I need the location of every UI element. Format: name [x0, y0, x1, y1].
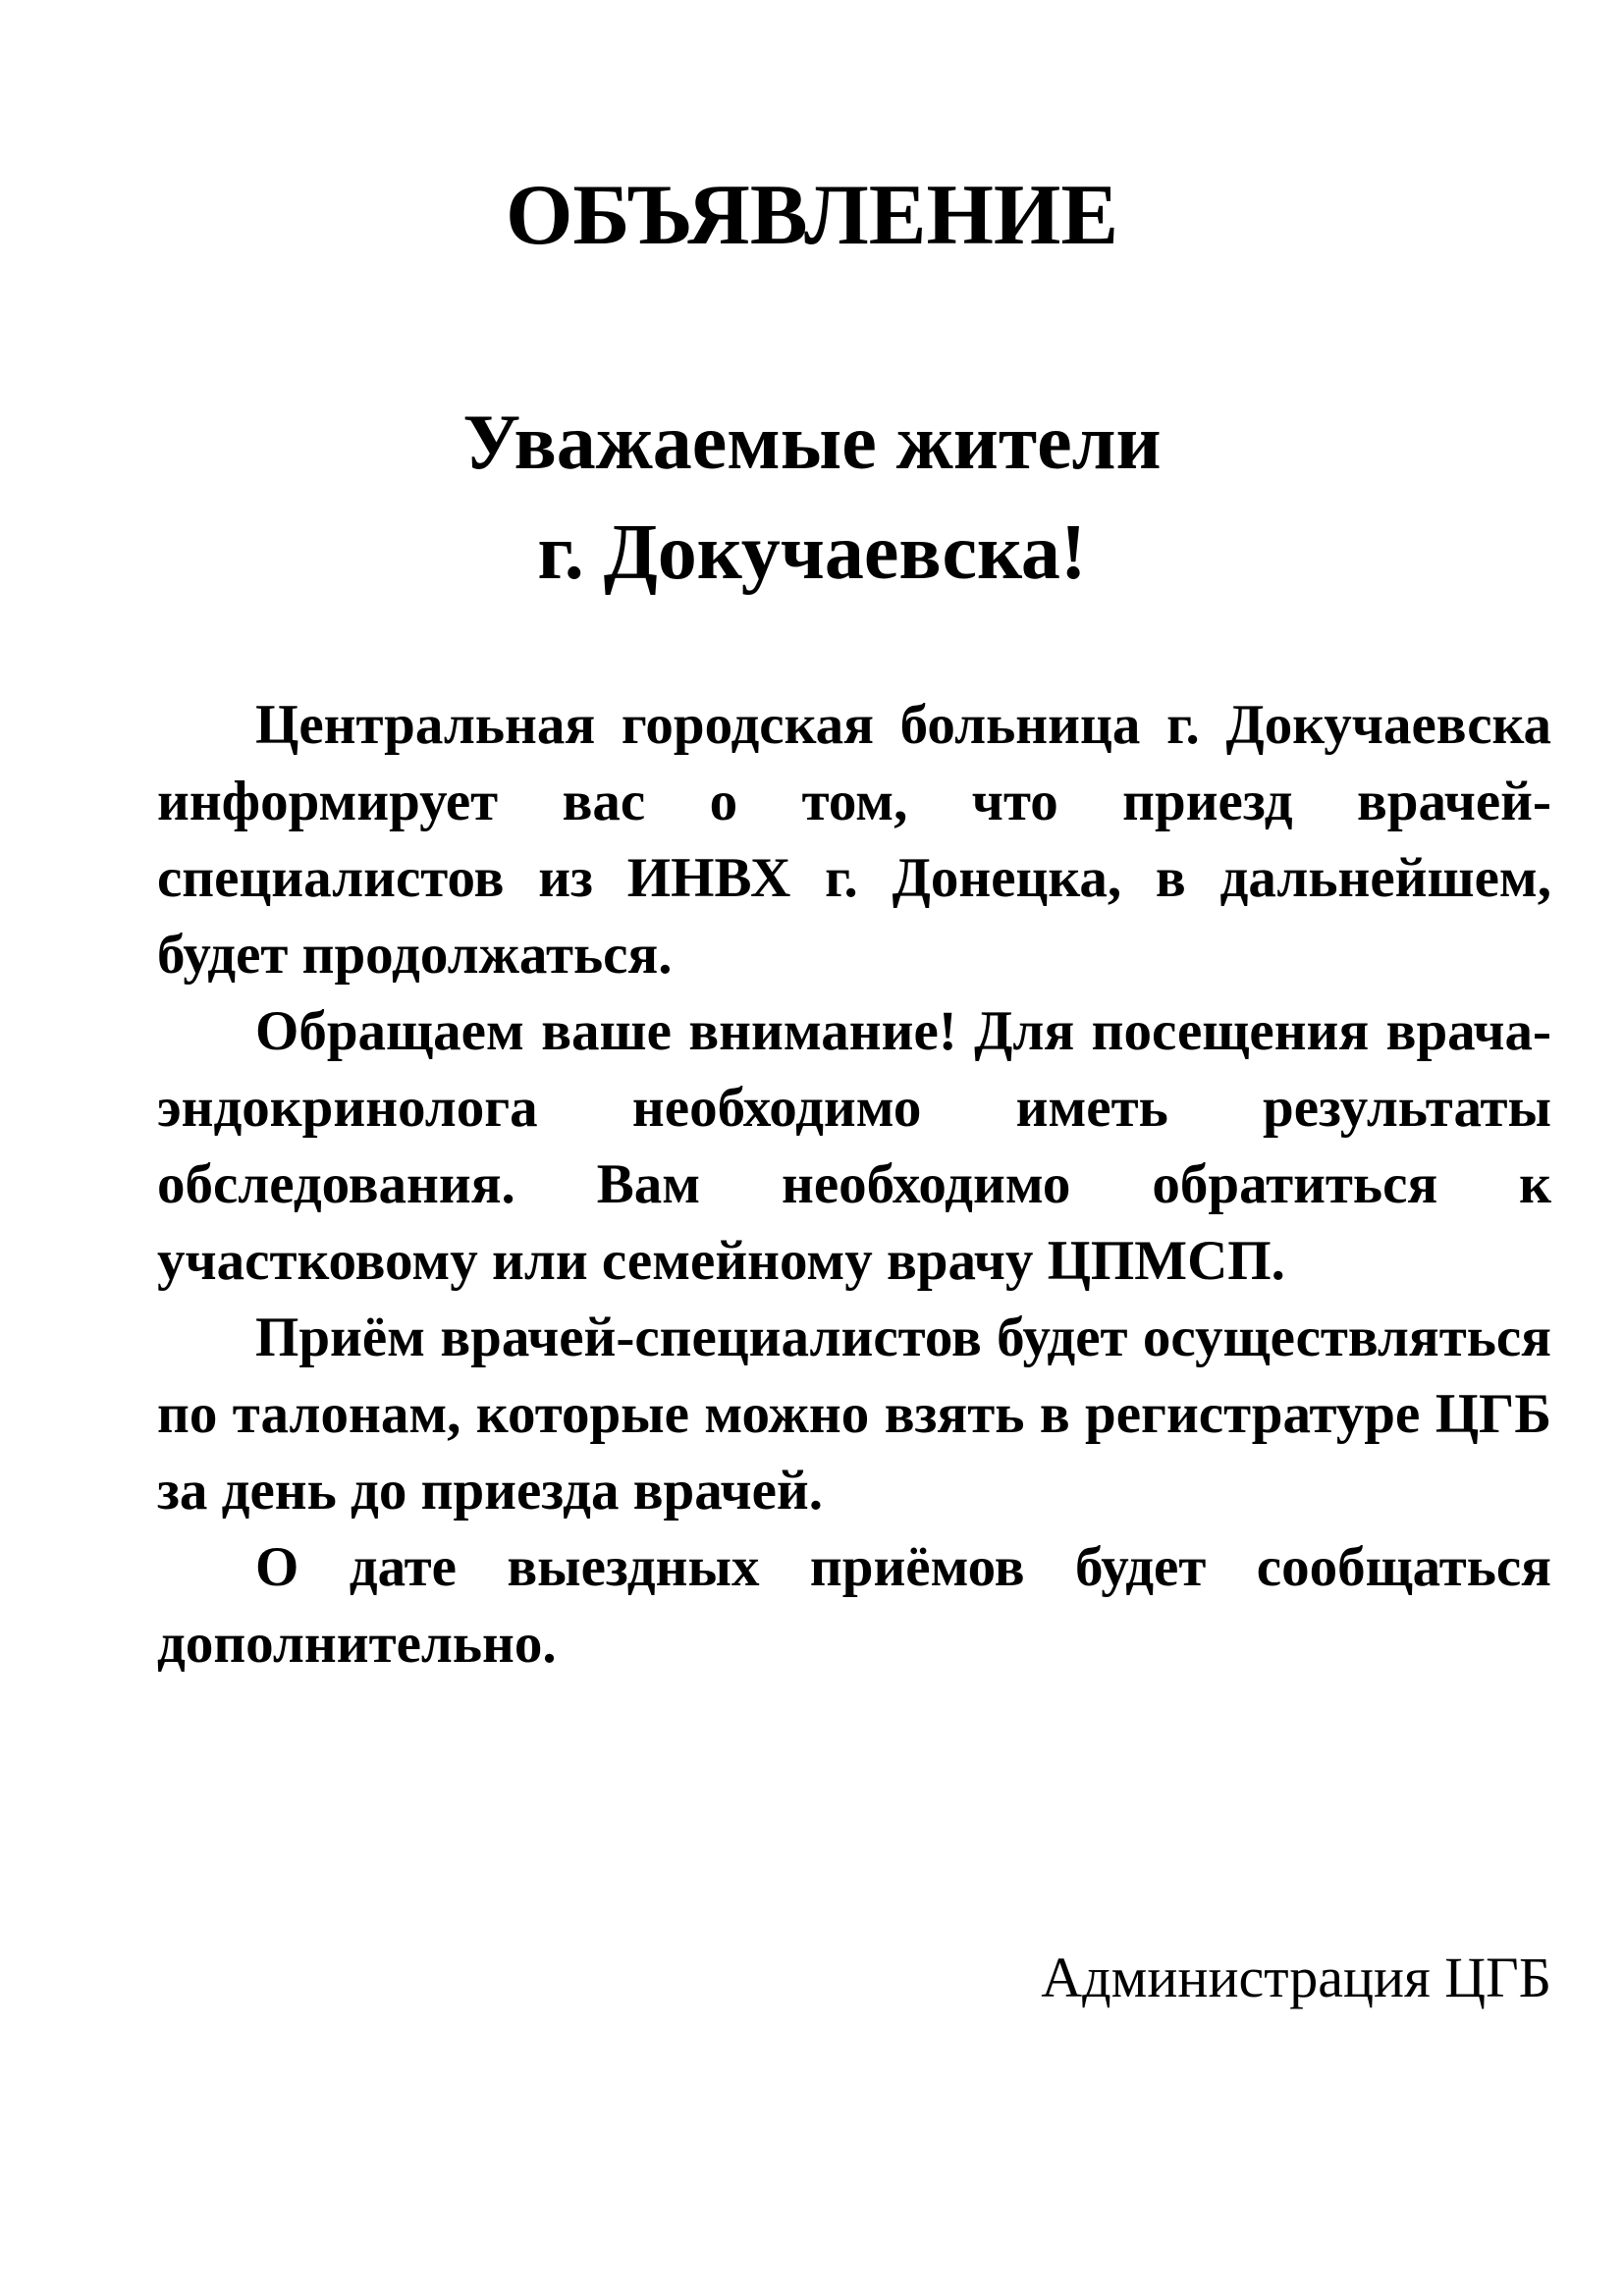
- greeting: [0, 388, 1624, 608]
- paragraph-info: Центральная городская больница г. Докучаевска информирует вас о том, что приезд врачей-специалистов из ИНВХ г. Донецка, в дальнейшем, будет продолжаться.: [157, 694, 1551, 986]
- paragraph-appointments: Приём врачей-специалистов будет осуществляться по талонам, которые можно взять в регистратуре ЦГБ за день до приезда врачей.: [157, 1307, 1551, 1522]
- document-title: ОБЪЯВЛЕНИЕ: [505, 168, 1119, 263]
- greeting-line: г. Докучаевска!: [537, 509, 1087, 596]
- announcement-body: [157, 687, 1551, 1682]
- greeting-line: Уважаемые жители: [462, 400, 1162, 486]
- signature: Администрация ЦГБ: [1041, 1946, 1551, 2009]
- paragraph-attention: Обращаем ваше внимание! Для посещения врача-эндокринолога необходимо иметь результаты обследования. Вам необходимо обратиться к участковому или семейному врачу ЦПМСП.: [157, 1000, 1551, 1292]
- paragraph-dates: О дате выездных приёмов будет сообщаться дополнительно.: [157, 1536, 1551, 1675]
